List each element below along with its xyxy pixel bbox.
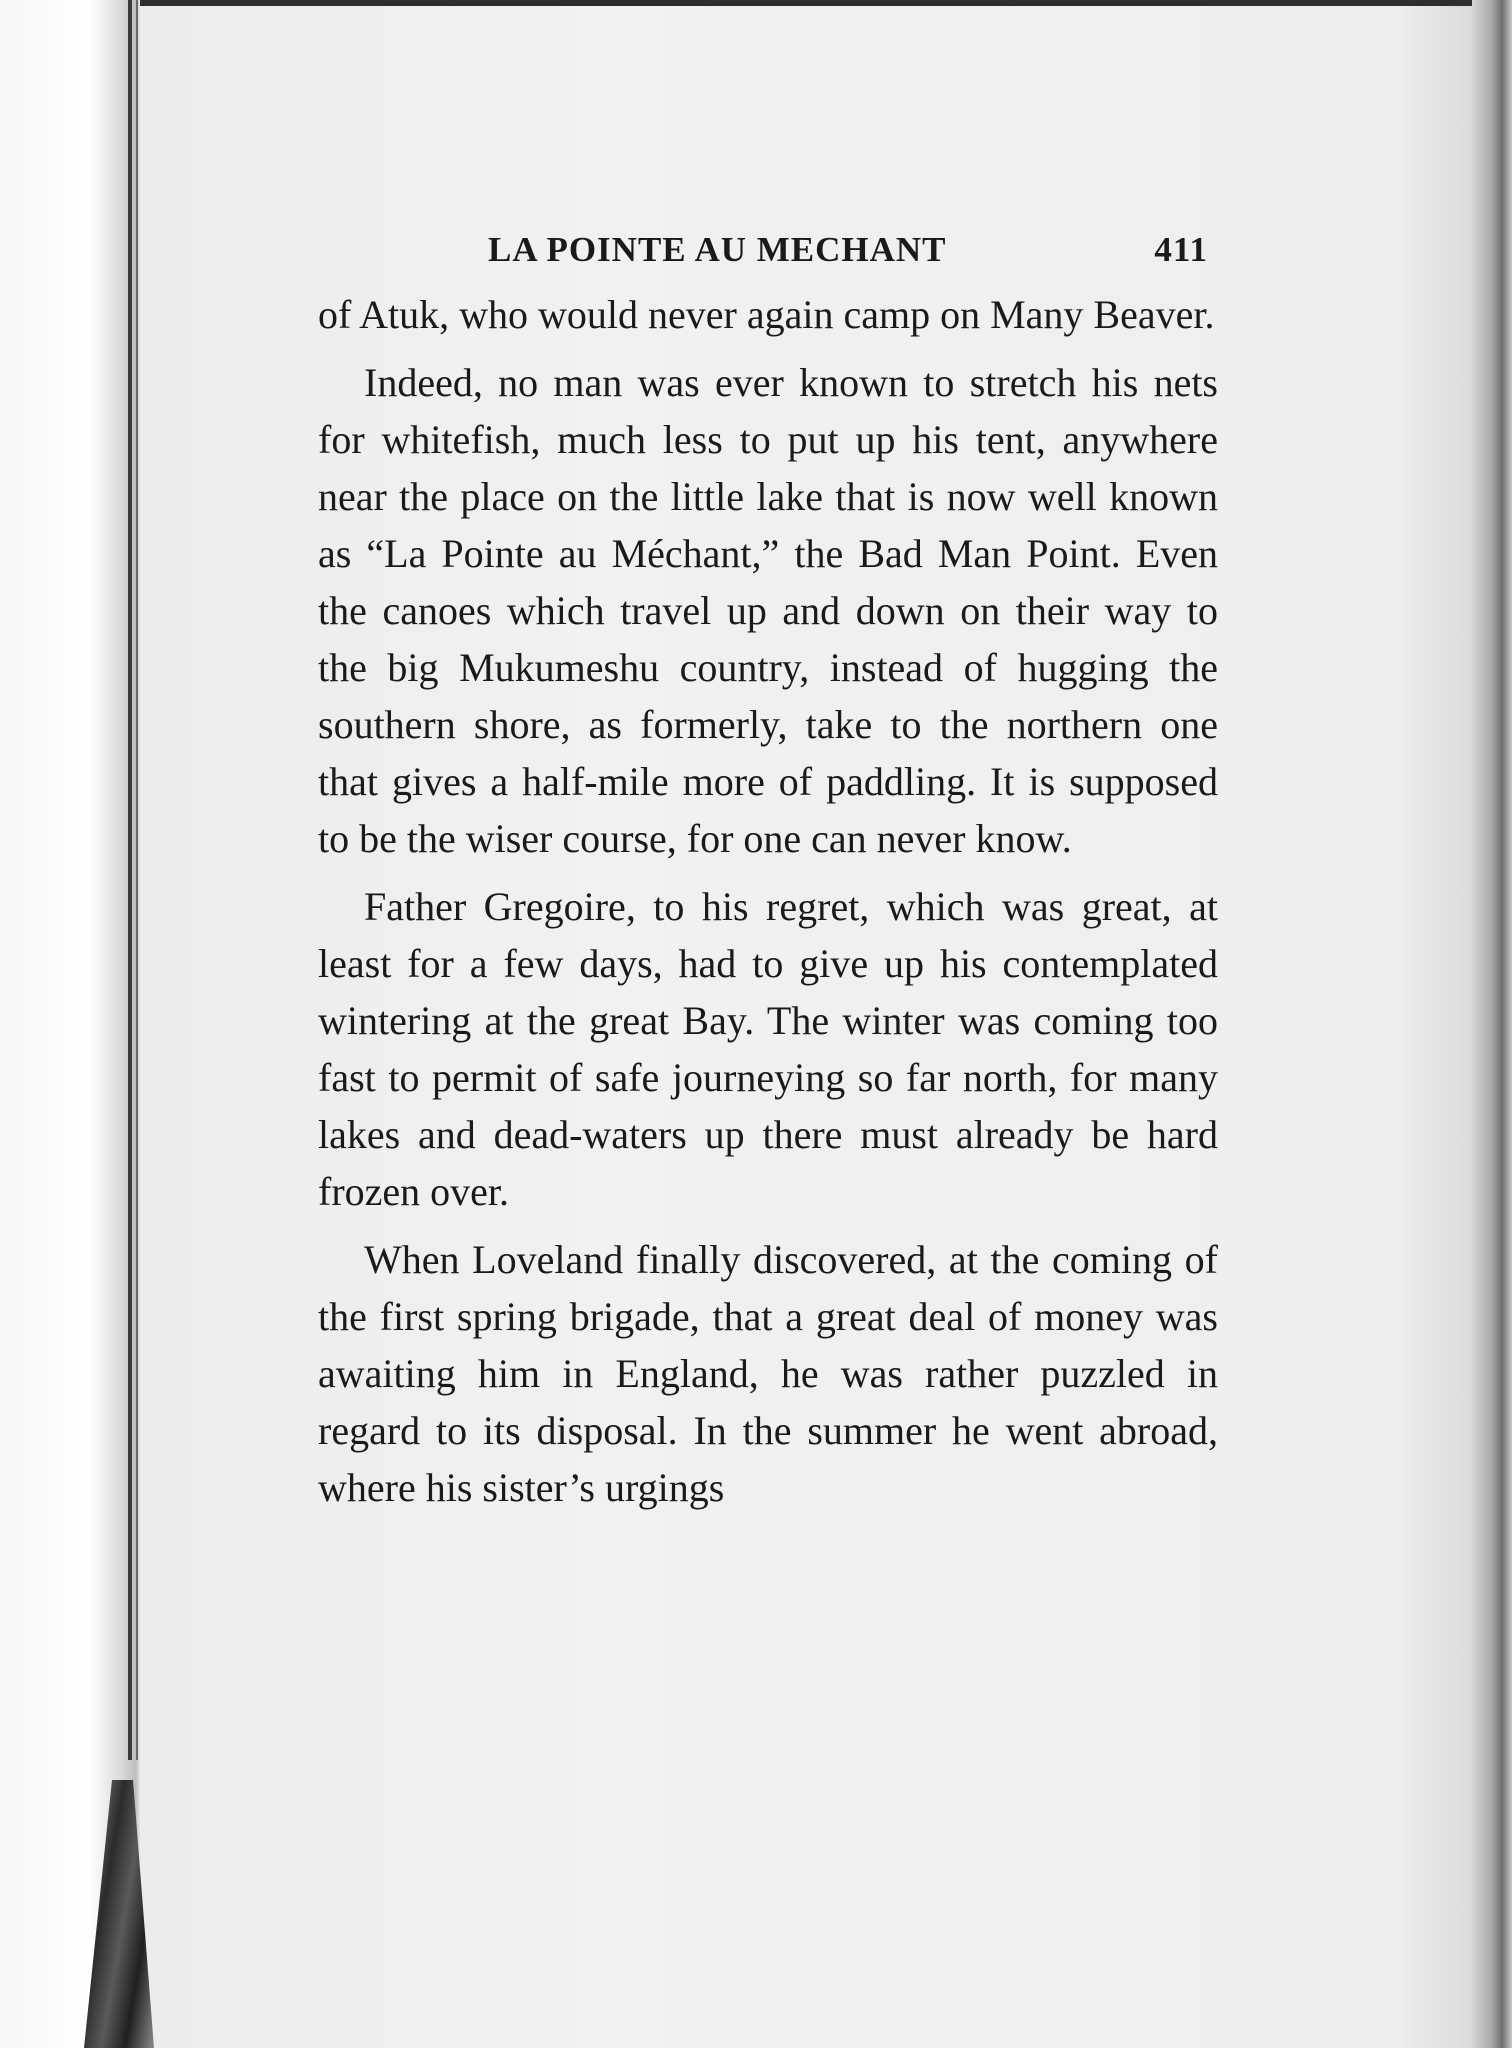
book-spine-edge <box>0 0 140 2048</box>
paragraph-3: Father Gregoire, to his regret, which was great, at least for a few days, had to give up his contemplated wintering at the great Bay. The winter was coming too fast to permit of safe journeying so far north, for many lakes and dead-waters up there must already be hard frozen over. <box>318 884 1218 1214</box>
spine-binding-line-inner <box>136 0 138 1760</box>
paragraph-4: When Loveland finally discovered, at the coming of the first spring brigade, that a great deal of money was awaiting him in England, he was rather puzzled in regard to its disposal. In the summer he went abroad, where his sister’s urgings <box>318 1237 1218 1510</box>
running-title: LA POINTE AU MECHANT <box>488 230 947 269</box>
page-top-edge <box>0 0 1512 6</box>
running-header <box>318 224 1218 280</box>
body-text <box>318 286 1218 1516</box>
paragraph-1: of Atuk, who would never again camp on Many Beaver. <box>318 292 1215 337</box>
book-page <box>318 224 1218 1516</box>
spine-binding-line <box>128 0 132 1760</box>
page-right-edge <box>1472 0 1512 2048</box>
page-number: 411 <box>1154 230 1208 269</box>
paragraph-2: Indeed, no man was ever known to stretch his nets for whitefish, much less to put up his tent, anywhere near the place on the little lake that is now well known as “La Pointe au Méchant,” the Bad Man Point. Even the canoes which travel up and down on their way to the big Mukumeshu country, instead of hugging the southern shore, as formerly, take to the northern one that gives a half-mile more of paddling. It is supposed to be the wiser course, for one can never know. <box>318 360 1218 861</box>
